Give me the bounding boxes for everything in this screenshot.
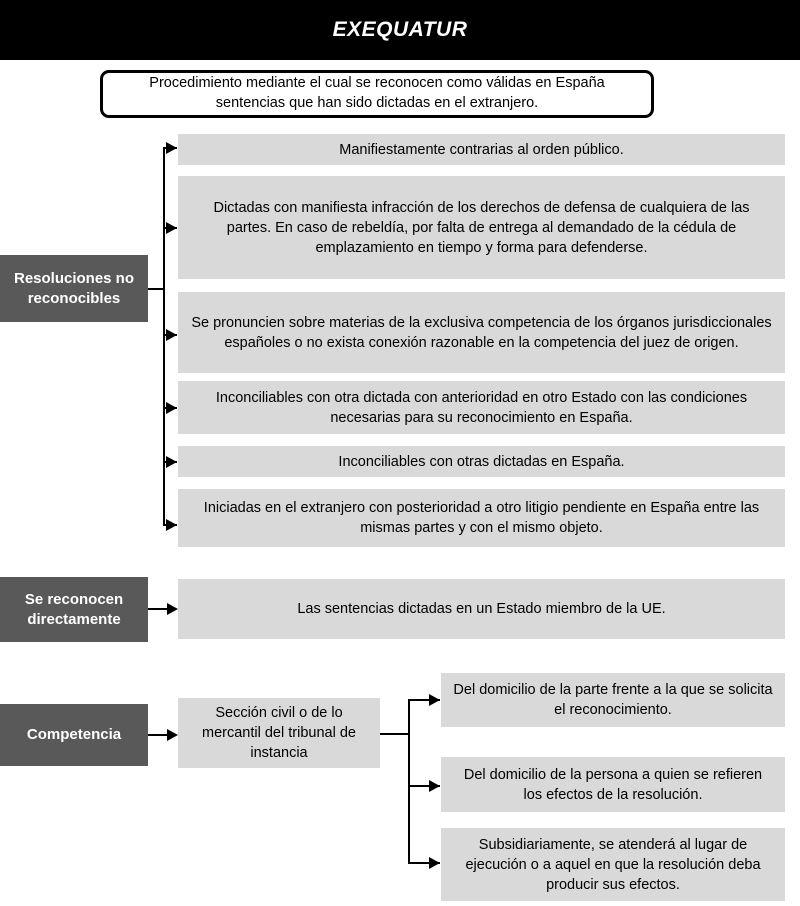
item-box-resoluciones-1: Manifiestamente contrarias al orden público. — [178, 134, 785, 165]
item-box-resoluciones-5: Inconciliables con otras dictadas en España. — [178, 446, 785, 477]
item-box-resoluciones-6: Iniciadas en el extranjero con posterioridad a otro litigio pendiente en España entre las mismas partes y con el mismo objeto. — [178, 489, 785, 547]
arrow-head-5 — [166, 456, 177, 468]
item-box-competencia-intermediate: Sección civil o de lo mercantil del tribunal de instancia — [178, 698, 380, 768]
title-bar — [0, 0, 800, 60]
connector-fan-stem — [380, 733, 410, 735]
arrow-head-fan-3 — [429, 857, 440, 869]
arrow-head-6 — [166, 519, 177, 531]
arrow-head-3 — [166, 329, 177, 341]
connector-fan-trunk — [408, 700, 410, 863]
page-title: EXEQUATUR — [332, 18, 468, 41]
item-box-resoluciones-2: Dictadas con manifiesta infracción de los derechos de defensa de cualquiera de las partes. En caso de rebeldía, por falta de entrega al demandado de la cédula de emplazamiento en tiempo y forma para defenderse. — [178, 176, 785, 279]
category-label-resoluciones-no-reconocibles: Resoluciones no reconocibles — [0, 255, 148, 322]
arrow-head-fan-2 — [429, 780, 440, 792]
item-box-se-reconocen-1: Las sentencias dictadas en un Estado miembro de la UE. — [178, 579, 785, 639]
item-box-competencia-2: Del domicilio de la persona a quien se refieren los efectos de la resolución. — [441, 757, 785, 812]
item-box-competencia-1: Del domicilio de la parte frente a la que se solicita el reconocimiento. — [441, 673, 785, 727]
item-box-competencia-3: Subsidiariamente, se atenderá al lugar de ejecución o a aquel en que la resolución deba producir sus efectos. — [441, 828, 785, 901]
category-label-competencia: Competencia — [0, 704, 148, 766]
arrow-head-se-reconocen — [167, 603, 178, 615]
category-label-se-reconocen-directamente: Se reconocen directamente — [0, 577, 148, 642]
item-box-resoluciones-4: Inconciliables con otra dictada con anterioridad en otro Estado con las condiciones necesarias para su reconocimiento en España. — [178, 381, 785, 434]
connector-stub-resoluciones — [148, 288, 164, 290]
connector-trunk-resoluciones — [163, 148, 165, 526]
arrow-head-fan-1 — [429, 694, 440, 706]
definition-box: Procedimiento mediante el cual se reconocen como válidas en España sentencias que han sido dictadas en el extranjero. — [100, 70, 654, 118]
arrow-head-2 — [166, 222, 177, 234]
arrow-head-1 — [166, 142, 177, 154]
arrow-head-4 — [166, 402, 177, 414]
item-box-resoluciones-3: Se pronuncien sobre materias de la exclusiva competencia de los órganos jurisdiccionales españoles o no exista conexión razonable en la competencia del juez de origen. — [178, 292, 785, 373]
arrow-head-competencia — [167, 729, 178, 741]
